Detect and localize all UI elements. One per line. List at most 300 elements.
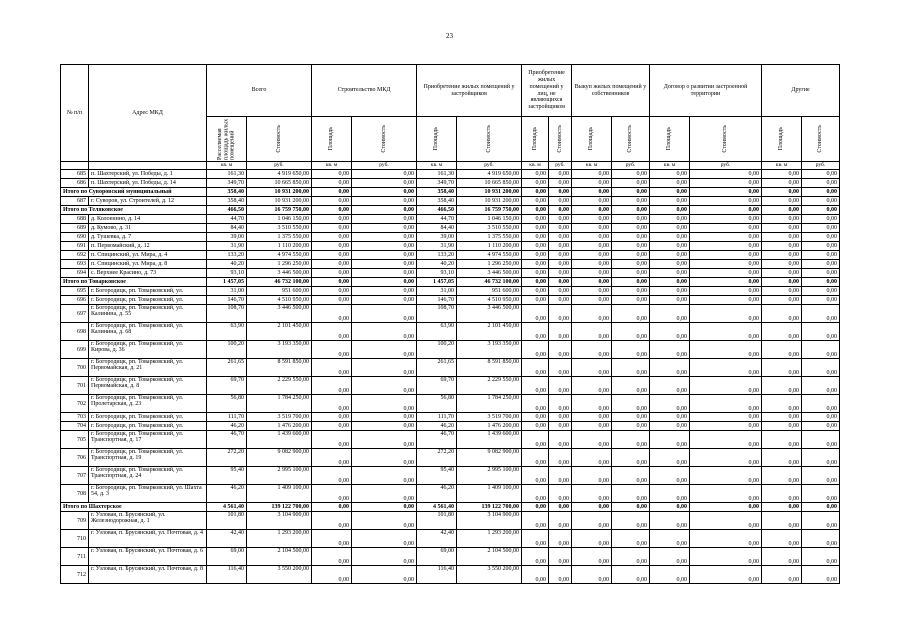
row-number: 708 [61,485,89,503]
cell-cost: 139 122 700,00 [457,503,522,512]
cell-area: 0,00 [522,341,549,359]
group-header-territory-development: Договор о развитии застроенной территории [650,65,762,117]
cell-area: 116,40 [417,566,457,584]
cell-area: 0,00 [312,179,352,188]
row-number: 690 [61,233,89,242]
cell-cost: 1 296 250,00 [457,260,522,269]
table-row [61,359,840,377]
cell-cost: 3 446 500,00 [457,305,522,323]
cell-area: 0,00 [650,269,690,278]
table-body [61,170,840,584]
cell-area: 272,20 [417,449,457,467]
cell-cost: 0,00 [802,359,840,377]
row-number: 687 [61,197,89,206]
cell-area: 0,00 [312,548,352,566]
cell-area: 0,00 [312,566,352,584]
cell-area: 0,00 [522,260,549,269]
cell-cost: 10 931 200,00 [247,197,312,206]
cell-area: 0,00 [762,278,802,287]
table-row [61,413,840,422]
cell-area: 46,70 [207,431,247,449]
row-address: г. Богородицк, рп. Товарковский, ул. Транспортная, д. 17 [89,431,207,449]
cell-area: 0,00 [312,431,352,449]
cell-cost: 0,00 [549,341,572,359]
cell-cost: 0,00 [352,512,417,530]
cell-area: 0,00 [312,305,352,323]
cell-cost: 16 759 750,00 [457,206,522,215]
cell-area: 0,00 [522,422,549,431]
cell-area: 0,00 [650,323,690,341]
cell-cost: 0,00 [352,323,417,341]
cell-area: 0,00 [522,251,549,260]
cell-area: 0,00 [312,359,352,377]
cell-area: 93,10 [417,269,457,278]
cell-area: 0,00 [522,377,549,395]
cell-cost: 0,00 [352,395,417,413]
cell-cost: 0,00 [549,323,572,341]
unit-area: кв. м [522,162,549,170]
cell-area: 0,00 [650,530,690,548]
cell-area: 0,00 [312,206,352,215]
cell-area: 0,00 [522,197,549,206]
cell-cost: 0,00 [549,188,572,197]
cell-area: 0,00 [572,305,612,323]
cell-area: 39,00 [417,233,457,242]
cell-cost: 2 104 500,00 [247,548,312,566]
cell-cost: 0,00 [690,215,762,224]
subtotal-label: Итого по Товарковское [61,278,207,287]
cell-area: 84,40 [207,224,247,233]
cell-area: 46,20 [417,422,457,431]
row-address: г. Богородицк, рп. Товарковский, ул. Калинина, д. 55 [89,305,207,323]
subheader-cost: Стоимость [457,117,522,162]
cell-cost: 0,00 [690,377,762,395]
subheader-cost: Стоимость [612,117,650,162]
cell-area: 0,00 [650,566,690,584]
subtotal-row [61,278,840,287]
cell-area: 0,00 [762,377,802,395]
cell-area: 0,00 [762,530,802,548]
cell-cost: 0,00 [690,503,762,512]
cell-cost: 10 931 200,00 [247,188,312,197]
cell-cost: 10 931 200,00 [457,197,522,206]
cell-cost: 139 122 700,00 [247,503,312,512]
row-number: 693 [61,260,89,269]
cell-cost: 0,00 [549,269,572,278]
cell-area: 0,00 [762,395,802,413]
row-address: г. Богородицк, рп. Товарковский, ул. Транспортная, д. 19 [89,449,207,467]
cell-cost: 3 446 500,00 [247,305,312,323]
cell-cost: 0,00 [549,413,572,422]
cell-area: 0,00 [572,485,612,503]
cell-area: 0,00 [572,512,612,530]
cell-cost: 1 046 150,00 [247,215,312,224]
cell-cost: 0,00 [690,224,762,233]
row-address: п. Спицинский, ул. Мира, д. 8 [89,260,207,269]
cell-cost: 0,00 [612,359,650,377]
subtotal-row [61,206,840,215]
cell-cost: 0,00 [612,260,650,269]
cell-area: 0,00 [522,233,549,242]
cell-cost: 0,00 [352,413,417,422]
cell-cost: 1 293 200,00 [247,530,312,548]
cell-cost: 0,00 [352,242,417,251]
cell-area: 0,00 [522,485,549,503]
cell-area: 0,00 [572,503,612,512]
cell-area: 101,80 [207,512,247,530]
row-address: д. Колоеннно, д. 14 [89,215,207,224]
row-number: 698 [61,323,89,341]
cell-cost: 0,00 [549,242,572,251]
cell-area: 0,00 [572,395,612,413]
cell-cost: 0,00 [352,197,417,206]
cell-area: 0,00 [762,485,802,503]
cell-cost: 3 519 700,00 [247,413,312,422]
cell-area: 0,00 [650,197,690,206]
cell-area: 358,40 [207,188,247,197]
column-header-num: № п/п [61,65,89,162]
cell-area: 0,00 [522,269,549,278]
cell-cost: 0,00 [802,242,840,251]
cell-cost: 3 510 550,00 [457,224,522,233]
cell-cost: 0,00 [612,512,650,530]
cell-cost: 0,00 [612,287,650,296]
cell-area: 0,00 [312,242,352,251]
cell-cost: 0,00 [549,170,572,179]
cell-area: 0,00 [522,224,549,233]
cell-cost: 0,00 [690,260,762,269]
cell-area: 0,00 [522,413,549,422]
cell-area: 46,20 [207,485,247,503]
cell-cost: 0,00 [690,512,762,530]
cell-area: 0,00 [312,251,352,260]
cell-area: 0,00 [522,179,549,188]
cell-area: 0,00 [522,566,549,584]
cell-area: 0,00 [312,215,352,224]
cell-area: 0,00 [650,377,690,395]
table-row [61,179,840,188]
unit-cost: руб. [457,162,522,170]
cell-area: 0,00 [762,215,802,224]
cell-area: 0,00 [572,449,612,467]
cell-cost: 3 104 900,00 [247,512,312,530]
cell-cost: 0,00 [352,431,417,449]
cell-cost: 2 101 450,00 [247,323,312,341]
cell-area: 0,00 [312,341,352,359]
cell-cost: 0,00 [802,395,840,413]
cell-cost: 0,00 [549,224,572,233]
group-header-buyout: Выкуп жилых помещений у собственников [572,65,650,117]
subheader-cost: Стоимость [690,117,762,162]
cell-area: 0,00 [312,233,352,242]
cell-area: 0,00 [572,278,612,287]
cell-cost: 0,00 [612,197,650,206]
cell-area: 0,00 [762,287,802,296]
cell-area: 0,00 [572,233,612,242]
cell-area: 0,00 [312,395,352,413]
row-address: д. Кумово, д. 31 [89,224,207,233]
table-row [61,287,840,296]
subheader-cost: Стоимость [352,117,417,162]
cell-cost: 46 732 100,00 [247,278,312,287]
unit-area: кв. м [312,162,352,170]
table-row [61,242,840,251]
cell-cost: 0,00 [690,359,762,377]
table-row [61,485,840,503]
table-row [61,341,840,359]
cell-cost: 0,00 [352,359,417,377]
cell-area: 46,20 [207,422,247,431]
cell-cost: 0,00 [802,485,840,503]
cell-area: 69,00 [207,548,247,566]
cell-cost: 2 229 550,00 [457,377,522,395]
cell-area: 0,00 [312,197,352,206]
row-number: 712 [61,566,89,584]
row-number: 689 [61,224,89,233]
cell-cost: 4 919 650,00 [457,170,522,179]
row-number: 709 [61,512,89,530]
cell-area: 0,00 [650,431,690,449]
cell-area: 0,00 [572,242,612,251]
cell-area: 63,90 [417,323,457,341]
cell-cost: 0,00 [352,260,417,269]
cell-area: 0,00 [522,530,549,548]
cell-area: 0,00 [572,215,612,224]
cell-area: 0,00 [522,170,549,179]
cell-area: 108,70 [207,305,247,323]
table-row [61,395,840,413]
cell-area: 0,00 [762,413,802,422]
cell-cost: 0,00 [802,422,840,431]
row-address: г. Богородицк, рп. Товарковский, ул. Калинина, д. 68 [89,323,207,341]
subheader-area: Площадь [522,117,549,162]
cell-area: 0,00 [312,224,352,233]
cell-area: 0,00 [312,422,352,431]
cell-area: 0,00 [762,503,802,512]
cell-area: 0,00 [762,242,802,251]
cell-area: 0,00 [650,215,690,224]
cell-cost: 0,00 [690,233,762,242]
unit-area: кв. м [762,162,802,170]
unit-cost: руб. [690,162,762,170]
row-number: 688 [61,215,89,224]
cell-cost: 0,00 [352,422,417,431]
cell-cost: 0,00 [802,512,840,530]
row-address: г. Суворов, ул. Строителей, д. 12 [89,197,207,206]
cell-cost: 0,00 [352,341,417,359]
cell-area: 0,00 [312,512,352,530]
cell-cost: 0,00 [802,566,840,584]
cell-area: 0,00 [312,260,352,269]
table-row [61,323,840,341]
cell-cost: 0,00 [352,269,417,278]
cell-cost: 0,00 [352,188,417,197]
cell-cost: 0,00 [352,467,417,485]
row-number: 691 [61,242,89,251]
table-row [61,296,840,305]
cell-area: 133,20 [207,251,247,260]
cell-cost: 0,00 [549,215,572,224]
cell-cost: 0,00 [352,485,417,503]
cell-area: 0,00 [312,278,352,287]
cell-area: 0,00 [762,260,802,269]
cell-cost: 0,00 [549,179,572,188]
cell-area: 116,40 [207,566,247,584]
cell-area: 100,20 [417,341,457,359]
unit-area: кв. м [572,162,612,170]
cell-area: 0,00 [762,224,802,233]
table-row [61,566,840,584]
cell-cost: 46 732 100,00 [457,278,522,287]
cell-area: 0,00 [762,467,802,485]
cell-cost: 0,00 [802,530,840,548]
cell-area: 31,00 [207,287,247,296]
table-row [61,197,840,206]
cell-area: 0,00 [572,377,612,395]
cell-cost: 0,00 [690,548,762,566]
subheader-area-total: Расселяемая площадь жилых помещений [207,117,247,162]
cell-cost: 0,00 [690,530,762,548]
cell-area: 0,00 [650,503,690,512]
cell-cost: 0,00 [352,449,417,467]
cell-cost: 0,00 [612,224,650,233]
cell-cost: 0,00 [352,530,417,548]
cell-area: 466,50 [207,206,247,215]
cell-area: 261,65 [207,359,247,377]
cell-cost: 0,00 [802,431,840,449]
cell-cost: 0,00 [802,305,840,323]
cell-area: 69,00 [417,548,457,566]
cell-cost: 0,00 [802,269,840,278]
cell-cost: 0,00 [690,206,762,215]
cell-cost: 0,00 [802,377,840,395]
cell-area: 0,00 [762,323,802,341]
cell-cost: 0,00 [612,179,650,188]
cell-area: 31,90 [417,242,457,251]
cell-area: 0,00 [762,305,802,323]
subheader-cost: Стоимость [549,117,572,162]
cell-cost: 3 550 200,00 [457,566,522,584]
cell-cost: 0,00 [612,422,650,431]
group-header-other: Другие [762,65,840,117]
table-row [61,422,840,431]
cell-area: 69,70 [417,377,457,395]
table-row [61,251,840,260]
cell-area: 0,00 [762,188,802,197]
row-address: г. Узловая, п. Брусянский, ул. Почтовая, д. 4 [89,530,207,548]
row-address: д. Тушевка, д. 7 [89,233,207,242]
cell-cost: 0,00 [802,341,840,359]
row-number: 704 [61,422,89,431]
row-address: г. Богородицк, рп. Товарковский, ул. Первомайская, д. 21 [89,359,207,377]
cell-area: 111,70 [207,413,247,422]
cell-cost: 0,00 [802,179,840,188]
cell-cost: 0,00 [802,323,840,341]
cell-cost: 3 104 900,00 [457,512,522,530]
cell-area: 1 457,05 [207,278,247,287]
row-number: 692 [61,251,89,260]
cell-cost: 0,00 [690,287,762,296]
cell-area: 0,00 [650,242,690,251]
cell-area: 0,00 [762,449,802,467]
table-row [61,224,840,233]
cell-area: 0,00 [572,287,612,296]
cell-cost: 10 665 850,00 [247,179,312,188]
table-row [61,530,840,548]
cell-cost: 0,00 [549,395,572,413]
cell-area: 0,00 [650,512,690,530]
row-address: г. Богородицк, рп. Товарковский, ул. Кирова, д. 36 [89,341,207,359]
row-address: п. Шахтерский, ул. Победы, д. 14 [89,179,207,188]
cell-area: 0,00 [762,206,802,215]
cell-cost: 0,00 [549,296,572,305]
cell-cost: 0,00 [802,287,840,296]
cell-cost: 0,00 [352,206,417,215]
cell-area: 161,30 [207,170,247,179]
cell-cost: 2 229 550,00 [247,377,312,395]
subheader-area: Площадь [312,117,352,162]
cell-cost: 0,00 [612,242,650,251]
table-row [61,431,840,449]
cell-area: 0,00 [650,179,690,188]
cell-cost: 0,00 [690,395,762,413]
cell-cost: 1 784 250,00 [457,395,522,413]
row-number: 685 [61,170,89,179]
cell-cost: 0,00 [612,215,650,224]
cell-area: 42,40 [207,530,247,548]
cell-cost: 0,00 [549,512,572,530]
cell-cost: 0,00 [612,530,650,548]
cell-area: 0,00 [522,305,549,323]
cell-area: 100,20 [207,341,247,359]
cell-cost: 951 600,00 [457,287,522,296]
cell-area: 69,70 [207,377,247,395]
cell-area: 0,00 [762,179,802,188]
units-blank [61,162,89,170]
cell-cost: 951 600,00 [247,287,312,296]
cell-area: 0,00 [650,296,690,305]
cell-area: 0,00 [572,566,612,584]
cell-area: 358,40 [207,197,247,206]
cell-cost: 8 591 850,00 [457,359,522,377]
cell-area: 0,00 [650,206,690,215]
cell-cost: 0,00 [802,260,840,269]
group-header-construction: Строительство МКД [312,65,417,117]
row-number: 710 [61,530,89,548]
cell-area: 0,00 [650,422,690,431]
cell-cost: 0,00 [690,197,762,206]
cell-cost: 0,00 [612,377,650,395]
cell-cost: 0,00 [352,224,417,233]
cell-area: 0,00 [572,197,612,206]
cell-cost: 0,00 [352,503,417,512]
row-address: п. Шахтерский, ул. Победы, д. 1 [89,170,207,179]
cell-cost: 0,00 [690,431,762,449]
cell-area: 0,00 [522,215,549,224]
cell-area: 0,00 [522,395,549,413]
cell-cost: 0,00 [352,287,417,296]
unit-area: кв. м [650,162,690,170]
subheader-area: Площадь [762,117,802,162]
row-address: г. Богородицк, рп. Товарковский, ул. [89,422,207,431]
cell-area: 349,70 [207,179,247,188]
table-row [61,548,840,566]
row-number: 694 [61,269,89,278]
cell-cost: 0,00 [549,467,572,485]
cell-cost: 1 409 100,00 [247,485,312,503]
row-number: 695 [61,287,89,296]
cell-cost: 0,00 [612,233,650,242]
